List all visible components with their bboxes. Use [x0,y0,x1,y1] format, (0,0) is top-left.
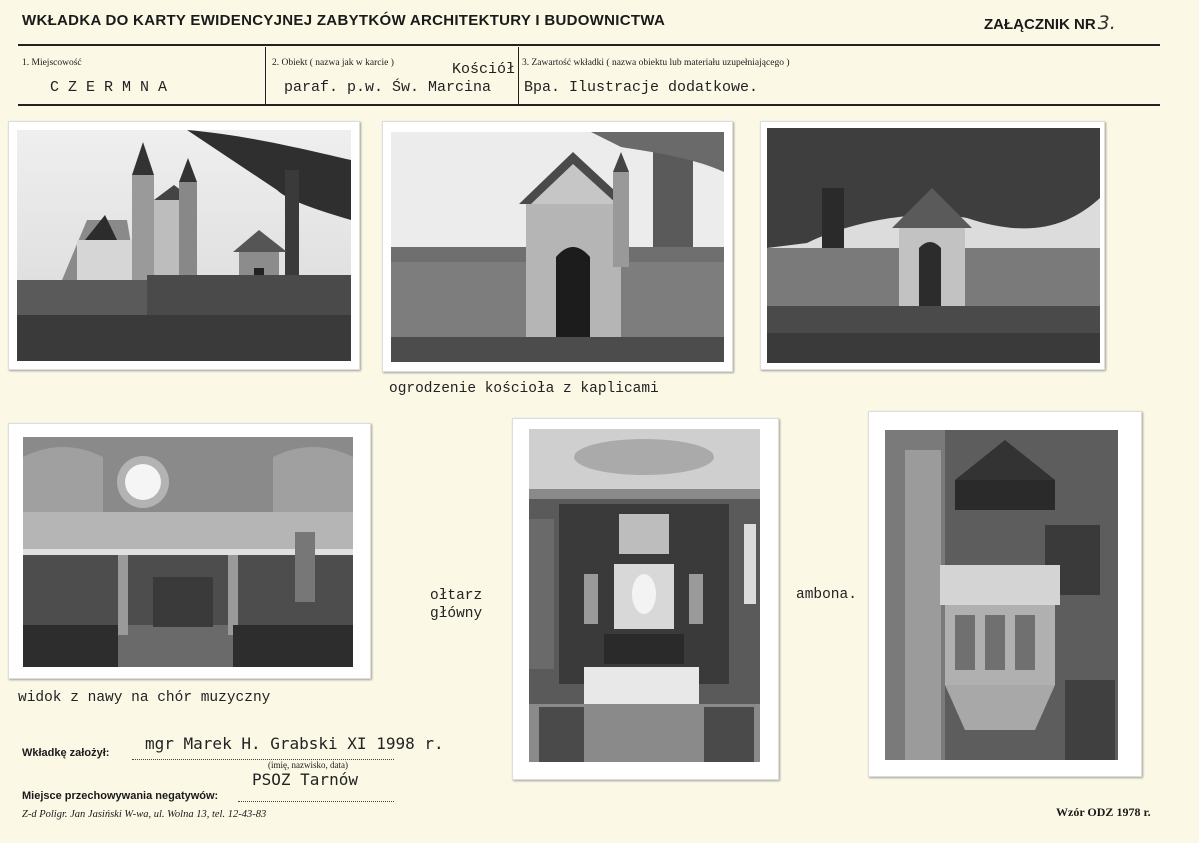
nave-choir-image [23,437,353,667]
object-value-line2: paraf. p.w. Św. Marcina [284,79,492,96]
place-value: CZERMNA [50,79,177,96]
photo-pulpit [868,411,1142,777]
object-value-line1: Kościół [452,61,516,78]
form-id: Wzór ODZ 1978 r. [1056,805,1151,819]
main-altar-image [529,429,760,762]
caption-nave: widok z nawy na chór muzyczny [18,690,271,706]
field-divider-1 [265,47,266,105]
gate-chapel-image [391,132,724,362]
author-dotted-line [132,759,394,760]
caption-pulpit: ambona. [796,587,857,603]
document-title: WKŁADKA DO KARTY EWIDENCYJNEJ ZABYTKÓW ARCHITEKTURY I BUDOWNICTWA [22,12,666,29]
author-label: Wkładkę założył: [22,747,110,759]
annex-number: 3. [1097,12,1116,34]
photo-church-exterior [8,121,360,370]
storage-dotted-line [238,801,394,802]
printer-imprint: Z-d Poligr. Jan Jasiński W-wa, ul. Wolna 13, tel. 12-43-83 [22,809,267,820]
annex-label [984,12,1116,34]
photo-nave-choir [8,423,371,679]
pulpit-image [885,430,1118,760]
storage-label: Miejsce przechowywania negatywów: [22,790,219,802]
caption-fence [389,381,659,397]
header-bottom-rule [18,104,1160,106]
place-label: 1. Miejscowość [22,58,82,68]
author-value: mgr Marek H. Grabski XI 1998 r. [145,734,444,753]
photo-side-chapel [760,121,1105,370]
caption-fence-text: ogrodzenie kościoła z kaplicami [389,381,659,397]
author-org: PSOZ Tarnów [252,770,358,789]
photo-main-altar [512,418,779,780]
contents-label: 3. Zawartość wkładki ( nazwa obiektu lub materiału uzupełniającego ) [522,58,790,68]
photo-gate-chapel [382,121,733,372]
author-hint: (imię, nazwisko, data) [268,760,348,770]
annex-label-text: ZAŁĄCZNIK NR [984,16,1096,33]
caption-altar-line2: główny [430,606,483,622]
side-chapel-image [767,128,1100,363]
header-top-rule [18,44,1160,46]
field-divider-2 [518,47,519,105]
church-exterior-image [17,130,351,361]
caption-altar-line1: ołtarz [430,588,483,604]
object-label: 2. Obiekt ( nazwa jak w karcie ) [272,58,394,68]
contents-value: Bpa. Ilustracje dodatkowe. [524,79,759,96]
